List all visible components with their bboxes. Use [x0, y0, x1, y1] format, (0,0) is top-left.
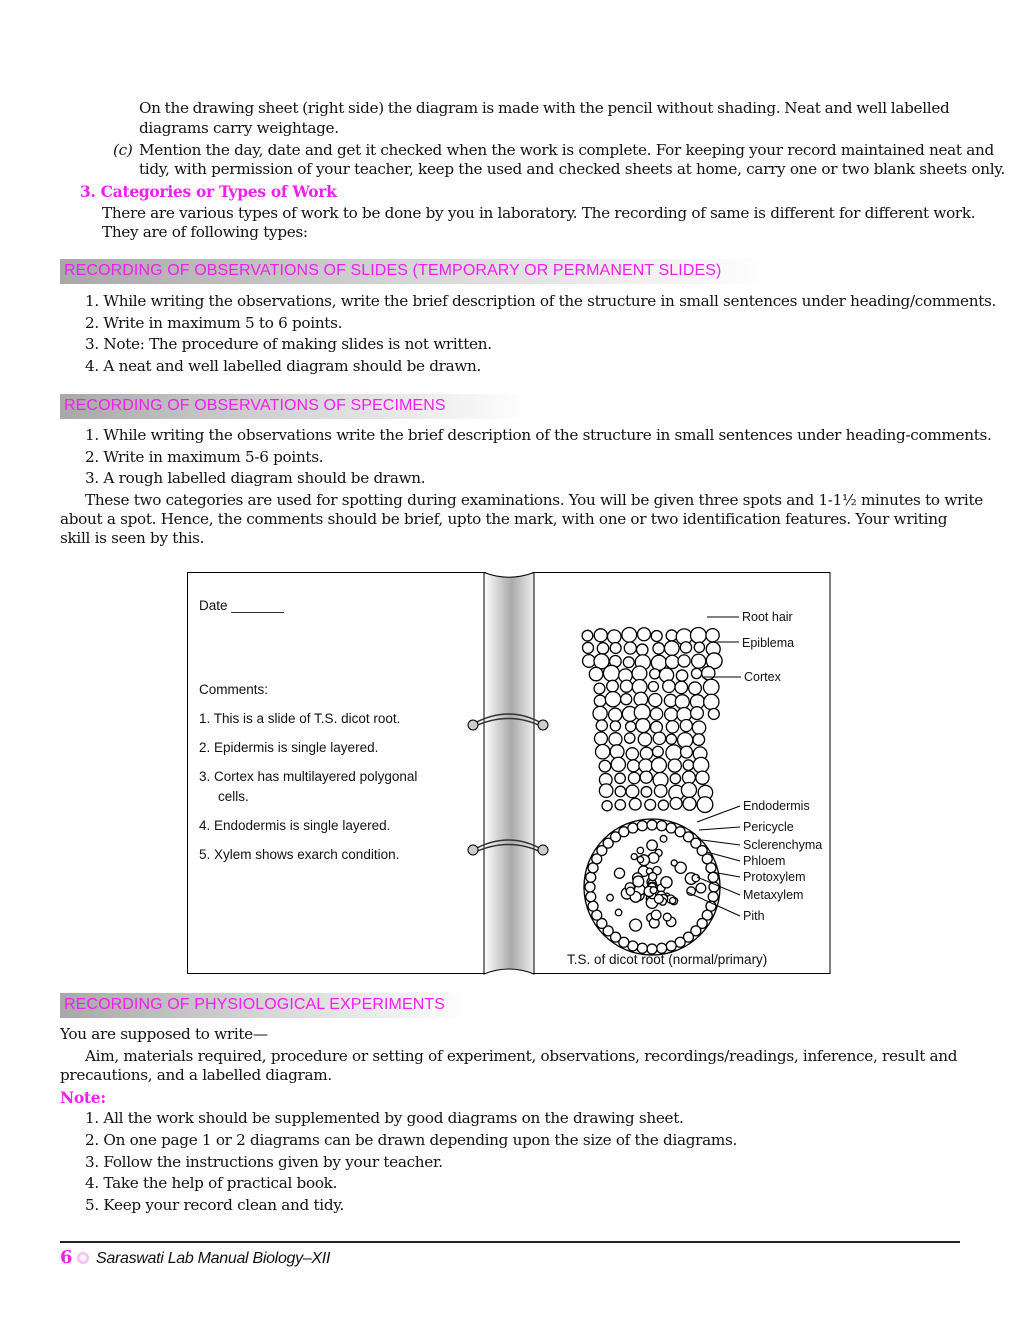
cell [599, 760, 611, 772]
cell [647, 840, 657, 850]
section-title: RECORDING OF OBSERVATIONS OF SLIDES (TEMPORARY OR PERMANENT SLIDES) [64, 262, 722, 279]
cell [607, 894, 614, 901]
cell [653, 732, 665, 744]
label-endodermis: Endodermis [743, 799, 810, 813]
intro-line: diagrams carry weightage. [139, 119, 339, 137]
cell [585, 882, 595, 892]
cell [582, 630, 593, 641]
page-number: 6 [60, 1247, 73, 1268]
cell [614, 868, 624, 878]
flower-icon [77, 1252, 89, 1264]
cell [595, 744, 609, 758]
cell [607, 680, 619, 692]
cell [615, 773, 626, 784]
cell [615, 909, 622, 916]
list-item: 4. A neat and well labelled diagram should be drawn. [85, 357, 482, 375]
intro-line: tidy, with permission of your teacher, keep the used and checked sheets at home, carry one or two blank sheets only. [139, 160, 1006, 178]
cell [637, 821, 647, 831]
cell [628, 772, 639, 783]
cell [633, 876, 644, 887]
cell [697, 797, 713, 813]
cell [620, 680, 632, 692]
cell [649, 873, 657, 881]
note-label: Note: [60, 1088, 106, 1107]
cell [630, 919, 642, 931]
cell [626, 887, 634, 895]
cell [709, 882, 719, 892]
cell [597, 643, 608, 654]
cell [625, 733, 635, 743]
cell [602, 801, 612, 811]
cell [668, 759, 681, 772]
cell [637, 628, 650, 641]
cell [654, 785, 667, 798]
list-item: 3. Note: The procedure of making slides is not written. [85, 335, 492, 353]
cell [626, 748, 638, 760]
section-title: RECORDING OF OBSERVATIONS OF SPECIMENS [64, 397, 446, 414]
footer-rule [60, 1241, 960, 1243]
cell [615, 786, 626, 797]
cell [628, 823, 638, 833]
cell [648, 681, 658, 691]
list-item: 1. While writing the observations, write the brief description of the structure in small sentences under heading/comments. [85, 292, 997, 310]
cell [657, 821, 667, 831]
comment-item: 4. Endodermis is single layered. [199, 818, 391, 833]
cell [708, 709, 719, 720]
list-item: 2. Write in maximum 5-6 points. [85, 448, 324, 466]
cell [651, 631, 662, 642]
cell [586, 872, 596, 882]
list-item: 2. Write in maximum 5 to 6 points. [85, 314, 343, 332]
cell [670, 898, 676, 904]
section-title: RECORDING OF PHYSIOLOGICAL EXPERIMENTS [64, 996, 446, 1013]
cell [696, 771, 709, 784]
cell [689, 682, 702, 695]
paragraph-line: precautions, and a labelled diagram. [60, 1066, 332, 1084]
label-epiblema: Epiblema [742, 636, 795, 650]
cell [708, 872, 718, 882]
cell [678, 733, 693, 748]
label-metaxylem: Metaxylem [743, 888, 804, 902]
cell [599, 784, 613, 798]
paragraph-line: They are of following types: [102, 223, 308, 241]
cell [629, 798, 641, 810]
cell [694, 642, 704, 652]
book-title: Saraswati Lab Manual Biology–XII [96, 1250, 331, 1267]
label-sclerenchyma: Sclerenchyma [743, 838, 823, 852]
cell [675, 695, 689, 709]
cell [622, 628, 637, 643]
cell [607, 630, 621, 644]
comment-item: 5. Xylem shows exarch condition. [199, 847, 400, 862]
cell [611, 757, 625, 771]
cell [653, 643, 664, 654]
cell [704, 694, 719, 709]
cell [651, 910, 661, 920]
cell [703, 679, 719, 695]
list-marker: (c) [113, 141, 133, 159]
comment-item: 1. This is a slide of T.S. dicot root. [199, 711, 401, 726]
cell [650, 669, 660, 679]
cell [621, 694, 632, 705]
cell [589, 667, 603, 681]
label-pericycle: Pericycle [743, 820, 794, 834]
cell [650, 887, 657, 894]
cell [586, 892, 596, 902]
cell [610, 745, 624, 759]
label-pith: Pith [743, 909, 765, 923]
comment-item: 3. Cortex has multilayered polygonal [199, 769, 418, 784]
cell [691, 668, 701, 678]
cell [670, 773, 680, 783]
cell [691, 707, 704, 720]
cell [596, 720, 607, 731]
cell [651, 758, 666, 773]
cell [670, 797, 682, 809]
cell [666, 630, 677, 641]
list-item: 1. While writing the observations write the brief description of the structure in small sentences under heading-comments. [85, 426, 992, 444]
cell [594, 683, 605, 694]
cell [696, 883, 706, 893]
label-protoxylem: Protoxylem [743, 870, 806, 884]
cell [624, 642, 636, 654]
cell [583, 642, 594, 653]
cell [681, 746, 693, 758]
cell [702, 666, 715, 679]
cell [638, 733, 651, 746]
cell [603, 665, 619, 681]
cell [654, 894, 663, 903]
intro-line: Mention the day, date and get it checked when the work is complete. For keeping your record maintained neat and [139, 141, 994, 159]
cell [615, 800, 625, 810]
section-band-physiological [60, 993, 470, 1018]
cell [683, 760, 694, 771]
cell [666, 655, 679, 668]
cell [693, 734, 705, 746]
cell [640, 747, 652, 759]
date-field: Date _______ [199, 598, 284, 613]
cell [626, 721, 636, 731]
cell [636, 719, 650, 733]
paragraph-line: There are various types of work to be done by you in laboratory. The recording of same is different for different work. [102, 204, 976, 222]
cell [637, 847, 644, 854]
cell [639, 759, 652, 772]
cell [706, 863, 716, 873]
cell [651, 721, 663, 733]
label-root-hair: Root hair [742, 610, 793, 624]
cell [623, 657, 634, 668]
paragraph-line: You are supposed to write— [60, 1025, 268, 1043]
list-item: 3. A rough labelled diagram should be drawn. [85, 469, 426, 487]
cell [706, 629, 719, 642]
cell [609, 733, 622, 746]
list-item: 1. All the work should be supplemented by good diagrams on the drawing sheet. [85, 1109, 684, 1127]
list-item: 3. Follow the instructions given by your teacher. [85, 1153, 443, 1171]
cell [690, 627, 706, 643]
cell [663, 680, 675, 692]
cell [634, 704, 650, 720]
cell [681, 782, 696, 797]
cell [641, 787, 652, 798]
cell [678, 655, 690, 667]
cell [666, 745, 682, 761]
paragraph-line: about a spot. Hence, the comments should be brief, upto the mark, with one or two identification features. Your writing [60, 510, 948, 528]
cell [692, 654, 706, 668]
paragraph-line: These two categories are used for spotting during examinations. You will be given three spots and 1-1½ minutes to write [85, 491, 983, 509]
comments-label: Comments: [199, 682, 269, 697]
cell [658, 800, 668, 810]
cell [692, 721, 705, 734]
figure-caption: T.S. of dicot root (normal/primary) [567, 952, 768, 967]
cell [595, 732, 608, 745]
cell [645, 799, 656, 810]
intro-line: On the drawing sheet (right side) the diagram is made with the pencil without shading. Neat and well labelled [139, 99, 950, 117]
cell [605, 692, 620, 707]
section-band-specimens [60, 394, 530, 419]
paragraph-line: Aim, materials required, procedure or setting of experiment, observations, recordings/readings, inference, result and [85, 1047, 958, 1065]
cell [610, 643, 621, 654]
cell [660, 835, 667, 842]
cell [665, 708, 678, 721]
cell [666, 734, 676, 744]
cell [637, 856, 643, 862]
cell [676, 670, 687, 681]
cell [609, 708, 622, 721]
cell [665, 641, 680, 656]
label-phloem: Phloem [743, 854, 786, 868]
cell [640, 771, 652, 783]
list-item: 4. Take the help of practical book. [85, 1174, 338, 1192]
cell [632, 666, 647, 681]
cell [588, 901, 598, 911]
cell [680, 720, 692, 732]
paragraph-line: skill is seen by this. [60, 529, 205, 547]
cell [675, 681, 687, 693]
cell [650, 708, 662, 720]
cell [683, 797, 696, 810]
cell [663, 913, 671, 921]
cell [610, 721, 620, 731]
label-cortex: Cortex [744, 670, 781, 684]
cell [594, 629, 607, 642]
cell [593, 706, 607, 720]
cell [666, 721, 678, 733]
cell [708, 892, 718, 902]
cell [693, 757, 709, 773]
list-item: 5. Keep your record clean and tidy. [85, 1196, 345, 1214]
section-band-slides [60, 259, 770, 284]
cell [680, 642, 691, 653]
cell [649, 694, 662, 707]
comment-item: 2. Epidermis is single layered. [199, 740, 379, 755]
comment-item: cells. [218, 789, 249, 804]
cell [626, 785, 639, 798]
cell [661, 877, 672, 888]
cell [647, 820, 657, 830]
cell [671, 860, 677, 866]
record-book-figure [187, 572, 831, 975]
section-heading: 3. Categories or Types of Work [80, 182, 337, 201]
cell [637, 644, 648, 655]
cell [594, 695, 606, 707]
cell [652, 746, 663, 757]
cell [631, 854, 637, 860]
cell [583, 655, 596, 668]
cell [666, 941, 676, 951]
cell [627, 760, 639, 772]
list-item: 2. On one page 1 or 2 diagrams can be drawn depending upon the size of the diagrams. [85, 1131, 738, 1149]
